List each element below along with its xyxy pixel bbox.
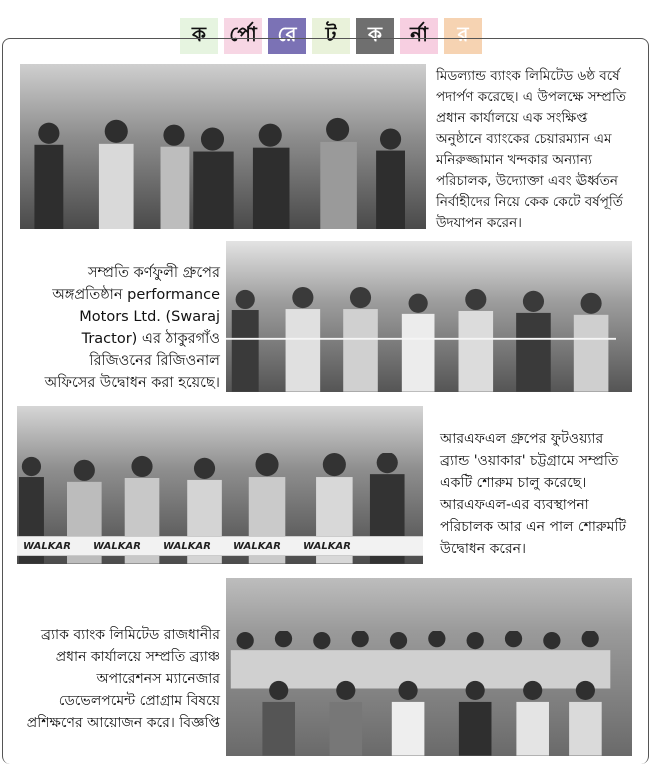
- title-letter: রে: [277, 21, 297, 46]
- title-letter: ক: [368, 21, 382, 46]
- crowd-silhouette-icon: [226, 631, 615, 756]
- story-3-caption: আরএফএল গ্রুপের ফুটওয়্যার ব্র্যান্ড 'ওয়াকার' চট্টগ্রামে সম্প্রতি একটি শোরুম চালু করেছে। আরএফএল-এর ব্যবস্থাপনা পরিচালক আর এন পাল শোরুমটি উদ্বোধন করেন।: [440, 431, 627, 557]
- crowd-silhouette-icon: [20, 114, 411, 230]
- title-letter: ক: [192, 21, 206, 46]
- ribbon-brand-text: WALKAR: [232, 540, 281, 552]
- story-3-photo: [17, 406, 423, 564]
- title-letter: র্পো: [229, 21, 257, 46]
- title-letter: র্না: [410, 21, 428, 46]
- ribbon-brand-text: WALKAR: [162, 540, 211, 552]
- story-1-caption: মিডল্যান্ড ব্যাংক লিমিটেড ৬ষ্ঠ বর্ষে পদার্পণ করেছে। এ উপলক্ষে সম্প্রতি প্রধান কার্যালয়ে এক সংক্ষিপ্ত অনুষ্ঠানে ব্যাংকের চেয়ারম্যান এম মনিরুজ্জামান খন্দকার অন্যান্য পরিচালক, উদ্যোক্তা এবং ঊর্ধ্বতন নির্বাহীদের নিয়ে কেক কেটে বর্ষপূর্তি উদযাপন করেন।: [436, 68, 626, 231]
- walkar-ribbon: [17, 536, 423, 556]
- story-1-photo: [20, 64, 426, 229]
- story-4-caption: ব্র্যাক ব্যাংক লিমিটেড রাজধানীর প্রধান কার্যালয়ে সম্প্রতি ব্র্যাঞ্চ অপারেশনস ম্যানেজার ডেভেলপমেন্ট প্রোগ্রাম বিষয়ে প্রশিক্ষণের আয়োজন করে। বিজ্ঞপ্তি: [26, 627, 220, 731]
- crowd-silhouette-icon: [226, 286, 616, 392]
- story-2-caption: সম্প্রতি কর্ণফুলী গ্রুপের অঙ্গপ্রতিষ্ঠান performance Motors Ltd. (Swaraj Tractor) এর ঠাকুরগাঁও রিজিওনের রিজিওনাল অফিসের উদ্বোধন করা হয়েছে।: [44, 265, 220, 391]
- story-4-photo: [226, 578, 632, 756]
- story-2-photo: [226, 241, 632, 392]
- ribbon-brand-text: WALKAR: [92, 540, 141, 552]
- title-letter: ট: [325, 21, 337, 46]
- ribbon-brand-text: WALKAR: [23, 540, 71, 552]
- ribbon-brand-text: WALKAR: [302, 540, 351, 552]
- title-letter: র: [457, 21, 469, 46]
